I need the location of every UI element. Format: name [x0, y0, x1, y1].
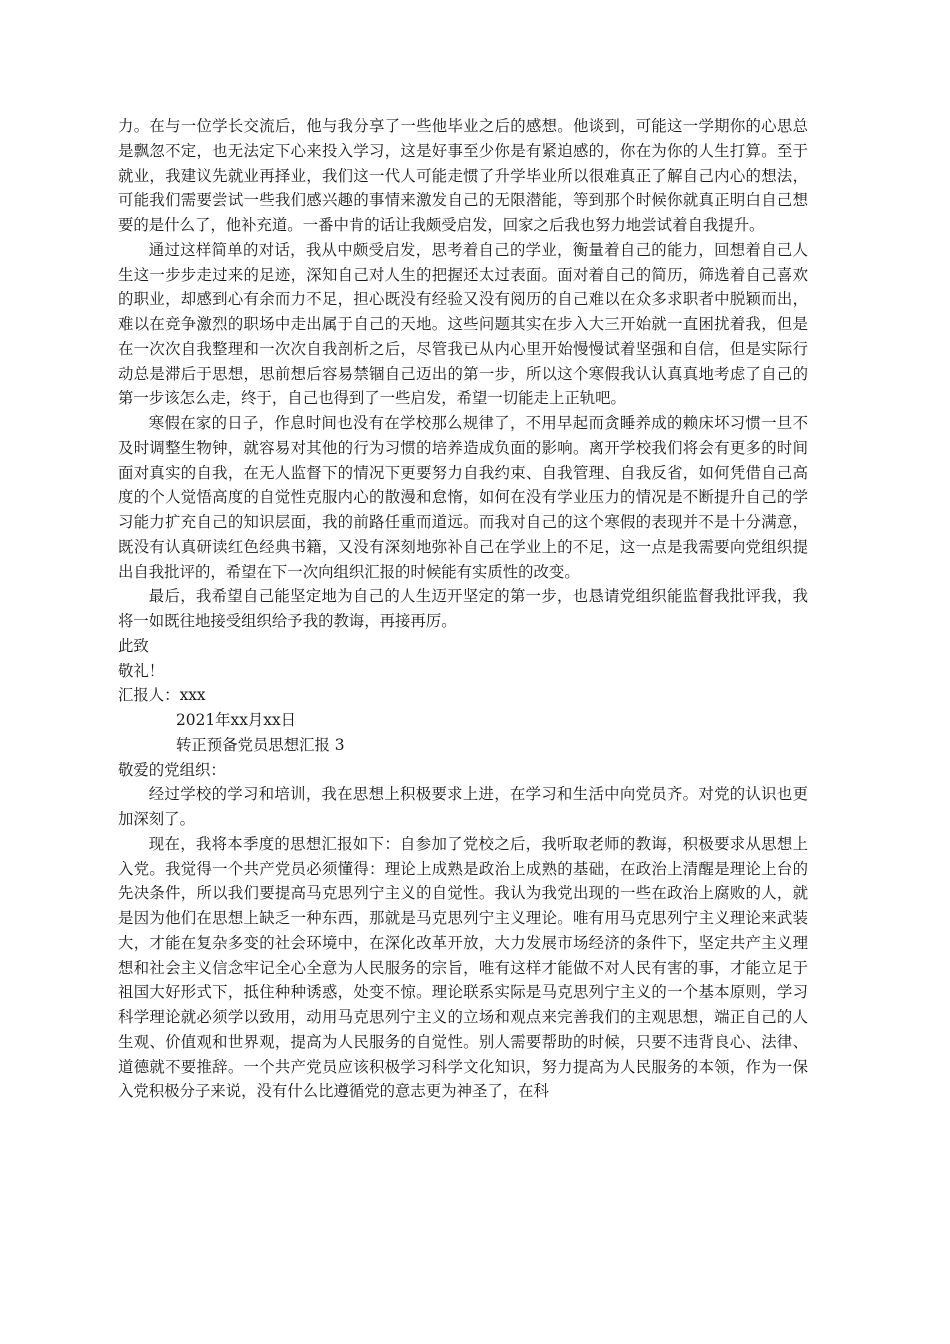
salutation: 敬爱的党组织： [118, 760, 226, 779]
paragraph-dialogue-reflection: 通过这样简单的对话，我从中颇受启发，思考着自己的学业，衡量着自己的能力，回想着自己人生这一步步走过来的足迹，深知自己对人生的把握还太过表面。面对着自己的简历，筛选着自己喜欢的职业，却感到心有余而力不足，担心既没有经验又没有阅历的自己难以在众多求职者中脱颖而出，难以在竞争激烈的职场中走出属于自己的天地。这些问题其实在步入大三开始就一直困扰着我，但是在一次次自我整理和一次次自我剖析之后，尽管我已从内心里开始慢慢试着坚强和自信，但是实际行动总是滞后于思想，思前想后容易禁锢自己迈出的第一步，所以这个寒假我认认真真地考虑了自己的第一步该怎么走，终于，自己也得到了一些启发，希望一切能走上正轨吧。 [118, 240, 808, 408]
paragraph-conclusion: 最后，我希望自己能坚定地为自己的人生迈开坚定的第一步，也恳请党组织能监督我批评我，我将一如既往地接受组织给予我的教诲，再接再厉。 [118, 587, 808, 630]
closing-line-2: 敬礼！ [118, 661, 165, 680]
paragraph-training: 经过学校的学习和培训，我在思想上积极要求上进，在学习和生活中向党员齐。对党的认识也更加深刻了。 [118, 785, 808, 828]
section-title: 转正预备党员思想汇报 3 [176, 735, 345, 754]
date-line: 2021年xx月xx日 [176, 711, 297, 729]
paragraph-quarter-report: 现在，我将本季度的思想汇报如下：自参加了党校之后，我听取老师的教诲，积极要求从思想上入党。我觉得一个共产党员必须懂得：理论上成熟是政治上成熟的基础，在政治上清醒是理论上台的先决条件，所以我们要提高马克思列宁主义的自觉性。我认为我党出现的一些在政治上腐败的人，就是因为他们在思想上缺乏一种东西，那就是马克思列宁主义理论。唯有用马克思列宁主义理论来武装大，才能在复杂多变的社会环境中，在深化改革开放，大力发展市场经济的条件下，坚定共产主义理想和社会主义信念牢记全心全意为人民服务的宗旨，唯有这样才能做不对人民有害的事，才能立足于祖国大好形式下，抵住种种诱惑，处变不惊。理论联系实际是马克思列宁主义的一个基本原则，学习科学理论就必须学以致用，动用马克思列宁主义的立场和观点来完善我们的主观思想，端正自己的人生观、价值观和世界观，提高为人民服务的自觉性。别人需要帮助的时候，只要不违背良心、法律、道德就不要推辞。一个共产党员应该积极学习科学文化知识，努力提高为人民服务的本领，作为一保入党积极分子来说，没有什么比遵循党的意志更为神圣了，在科 [118, 834, 808, 1101]
paragraph-winter-break: 寒假在家的日子，作息时间也没有在学校那么规律了，不用早起而贪睡养成的赖床坏习惯一旦不及时调整生物钟，就容易对其他的行为习惯的培养造成负面的影响。离开学校我们将会有更多的时间面对真实的自我，在无人监督下的情况下更要努力自我约束、自我管理、自我反省，如何凭借自己高度的个人觉悟高度的自觉性克服内心的散漫和怠惰，如何在没有学业压力的情况是不断提升自己的学习能力扩充自己的知识层面，我的前路任重而道远。而我对自己的这个寒假的表现并不是十分满意，既没有认真研读红色经典书籍，又没有深刻地弥补自己在学业上的不足，这一点是我需要向党组织提出自我批评的，希望在下一次向组织汇报的时候能有实质性的改变。 [118, 414, 808, 581]
closing-line-1: 此致 [118, 636, 149, 655]
paragraph-continued: 力。在与一位学长交流后，他与我分享了一些他毕业之后的感想。他谈到，可能这一学期你的心思总是飘忽不定，也无法定下心来投入学习，这是好事至少你是有紧迫感的，你在为你的人生打算。至于就业，我建议先就业再择业，我们这一代人可能走惯了升学毕业所以很难真正了解自己内心的想法，可能我们需要尝试一些我们感兴趣的事情来激发自己的无限潜能，等到那个时候你就真正明白自己想要的是什么了，他补充道。一番中肯的话让我颇受启发，回家之后我也努力地尝试着自我提升。 [118, 117, 808, 234]
reporter-line: 汇报人：xxx [118, 686, 206, 705]
document-page [118, 114, 808, 1104]
